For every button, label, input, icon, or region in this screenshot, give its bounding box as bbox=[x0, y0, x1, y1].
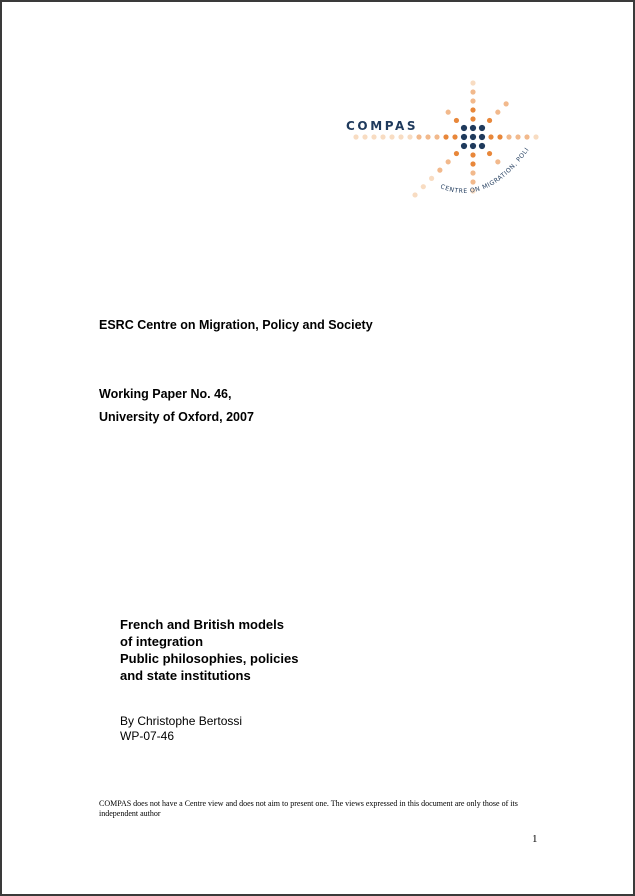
logo-dot bbox=[470, 125, 476, 131]
logo-dot-pattern bbox=[353, 80, 538, 197]
logo-dot bbox=[487, 151, 492, 156]
logo-dot bbox=[497, 134, 502, 139]
logo-dot bbox=[504, 101, 509, 106]
disclaimer-note: COMPAS does not have a Centre view and does not aim to present one. The views expressed in this document are only those of its independent author bbox=[99, 799, 518, 818]
logo-dot bbox=[479, 134, 485, 140]
logo-dot bbox=[380, 134, 385, 139]
logo-dot bbox=[446, 159, 451, 164]
logo-dot bbox=[425, 134, 430, 139]
institution-year: University of Oxford, 2007 bbox=[99, 410, 254, 424]
centre-name: ESRC Centre on Migration, Policy and Society bbox=[99, 318, 373, 332]
logo-dot bbox=[495, 110, 500, 115]
logo-dot bbox=[470, 107, 475, 112]
title-line: French and British models bbox=[120, 617, 284, 632]
logo-dot bbox=[421, 184, 426, 189]
logo-dot bbox=[470, 143, 476, 149]
logo-dot bbox=[371, 134, 376, 139]
logo-dot bbox=[454, 151, 459, 156]
logo-arc-text: CENTRE ON MIGRATION, POLI bbox=[439, 146, 531, 196]
page-number: 1 bbox=[532, 833, 538, 845]
logo-dot bbox=[470, 98, 475, 103]
logo-dot bbox=[479, 125, 485, 131]
logo-dot bbox=[461, 125, 467, 131]
logo-dot bbox=[452, 134, 457, 139]
working-paper-number: Working Paper No. 46, bbox=[99, 387, 232, 401]
logo-dot bbox=[434, 134, 439, 139]
logo-dot bbox=[461, 134, 467, 140]
logo-dot bbox=[470, 152, 475, 157]
logo-dot bbox=[454, 118, 459, 123]
logo-dot bbox=[488, 134, 493, 139]
logo-dot bbox=[353, 134, 358, 139]
logo-dot bbox=[479, 143, 485, 149]
logo-dot bbox=[443, 134, 448, 139]
compas-logo bbox=[340, 76, 550, 211]
logo-dot bbox=[515, 134, 520, 139]
logo-dot bbox=[362, 134, 367, 139]
title-line: and state institutions bbox=[120, 668, 251, 683]
logo-dot bbox=[470, 161, 475, 166]
logo-dot bbox=[487, 118, 492, 123]
logo-dot bbox=[398, 134, 403, 139]
paper-code: WP-07-46 bbox=[120, 729, 175, 743]
logo-dot bbox=[389, 134, 394, 139]
logo-dot bbox=[495, 159, 500, 164]
logo-dot bbox=[470, 134, 476, 140]
title-line: of integration bbox=[120, 634, 204, 649]
logo-dot bbox=[416, 134, 421, 139]
logo-dot bbox=[437, 168, 442, 173]
logo-dot bbox=[461, 143, 467, 149]
logo-dot bbox=[407, 134, 412, 139]
logo-dot bbox=[470, 80, 475, 85]
logo-dot bbox=[533, 134, 538, 139]
author-name: By Christophe Bertossi bbox=[120, 714, 243, 728]
logo-dot bbox=[429, 176, 434, 181]
logo-dot bbox=[524, 134, 529, 139]
logo-dot bbox=[470, 89, 475, 94]
logo-dot bbox=[470, 179, 475, 184]
logo-wordmark: COMPAS bbox=[346, 119, 419, 133]
paper-title bbox=[120, 616, 298, 684]
logo-dot bbox=[412, 192, 417, 197]
logo-dot bbox=[446, 110, 451, 115]
title-line: Public philosophies, policies bbox=[120, 651, 299, 666]
logo-dot bbox=[470, 116, 475, 121]
logo-dot bbox=[506, 134, 511, 139]
logo-dot bbox=[470, 170, 475, 175]
